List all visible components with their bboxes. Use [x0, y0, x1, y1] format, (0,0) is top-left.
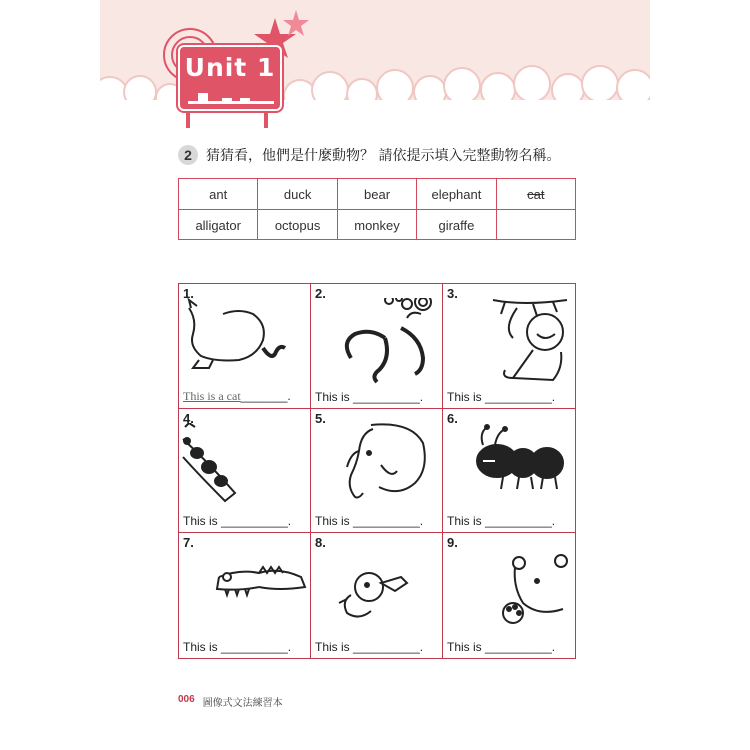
item-number: 1. [183, 286, 194, 301]
word-bank-row [179, 179, 575, 209]
answer-blank: __________. [221, 514, 292, 529]
answer-blank: __________. [353, 639, 424, 654]
item-number: 7. [183, 535, 194, 551]
exercise-cell [443, 409, 575, 534]
instruction-number: 2 [178, 145, 198, 165]
exercise-cell [311, 533, 443, 658]
giraffe-icon [179, 423, 311, 509]
answer-prefix: This is [447, 639, 482, 654]
answer-blank: __________. [485, 514, 556, 529]
workbook-page [100, 0, 650, 750]
word-bank [178, 178, 576, 240]
ant-icon [443, 423, 575, 509]
answer-prefix: This is [315, 639, 350, 654]
word-bank-row [179, 209, 575, 240]
answer-prefix: This is [315, 389, 350, 404]
item-number: 4. [183, 410, 194, 426]
monkey-icon [443, 298, 575, 384]
exercise-cell [179, 284, 311, 409]
exercise-cell [179, 533, 311, 658]
answer-line[interactable] [447, 514, 555, 528]
answer-blank: __________. [353, 514, 424, 529]
answer-blank: __________. [485, 639, 556, 654]
item-number: 6. [447, 410, 458, 426]
word-bank-cell: bear [337, 179, 416, 209]
answer-blank: __________. [353, 389, 424, 404]
instruction-text: 猜猜看，他們是什麼動物？ 請依提示填入完整動物名稱。 [206, 148, 561, 164]
answer-line[interactable] [183, 389, 291, 404]
footer [178, 694, 283, 709]
answer-line[interactable] [447, 390, 555, 404]
word-bank-cell: alligator [195, 217, 241, 233]
word-bank-cell: ant [209, 186, 228, 202]
word-bank-cell-empty [496, 210, 575, 240]
word-bank-cell: giraffe [416, 210, 495, 240]
exercise-cell [443, 284, 575, 409]
answer-line[interactable] [447, 640, 555, 654]
unit-badge [178, 45, 282, 111]
cat-icon [179, 298, 311, 384]
answer-example: This is a cat [183, 388, 241, 403]
instruction [178, 143, 560, 167]
word-bank-cell: duck [257, 179, 336, 209]
word-bank-cell: monkey [337, 210, 416, 240]
answer-line[interactable] [315, 514, 423, 528]
item-number: 5. [315, 410, 326, 426]
item-number: 9. [447, 535, 458, 551]
word-bank-cell: elephant [416, 179, 495, 209]
answer-prefix: This is [447, 514, 482, 529]
answer-blank: __________. [485, 389, 556, 404]
exercise-cell [443, 533, 575, 658]
octopus-icon [311, 298, 443, 384]
elephant-icon [311, 423, 443, 509]
answer-prefix: This is [183, 639, 218, 654]
bear-icon [443, 547, 575, 633]
answer-prefix: This is [447, 389, 482, 404]
alligator-icon [179, 547, 311, 633]
answer-prefix: This is [315, 514, 350, 529]
word-bank-cell: octopus [257, 210, 336, 240]
word-bank-cell-crossed: cat [496, 179, 575, 209]
book-title: 圖像式文法練習本 [202, 698, 283, 709]
duck-icon [311, 547, 443, 633]
item-number: 3. [447, 286, 458, 301]
exercise-cell [311, 409, 443, 534]
unit-title: Unit 1 [184, 53, 276, 82]
answer-blank: _______. [240, 388, 291, 403]
exercise-grid [178, 283, 576, 659]
answer-line[interactable] [183, 640, 291, 654]
answer-prefix: This is [183, 514, 218, 529]
easel-tray [188, 89, 274, 105]
exercise-cell [179, 409, 311, 534]
item-number: 8. [315, 535, 326, 551]
page-number: 006 [178, 694, 195, 705]
answer-line[interactable] [183, 514, 291, 528]
answer-line[interactable] [315, 640, 423, 654]
exercise-cell [311, 284, 443, 409]
answer-blank: __________. [221, 639, 292, 654]
item-number: 2. [315, 286, 326, 301]
answer-line[interactable] [315, 390, 423, 404]
